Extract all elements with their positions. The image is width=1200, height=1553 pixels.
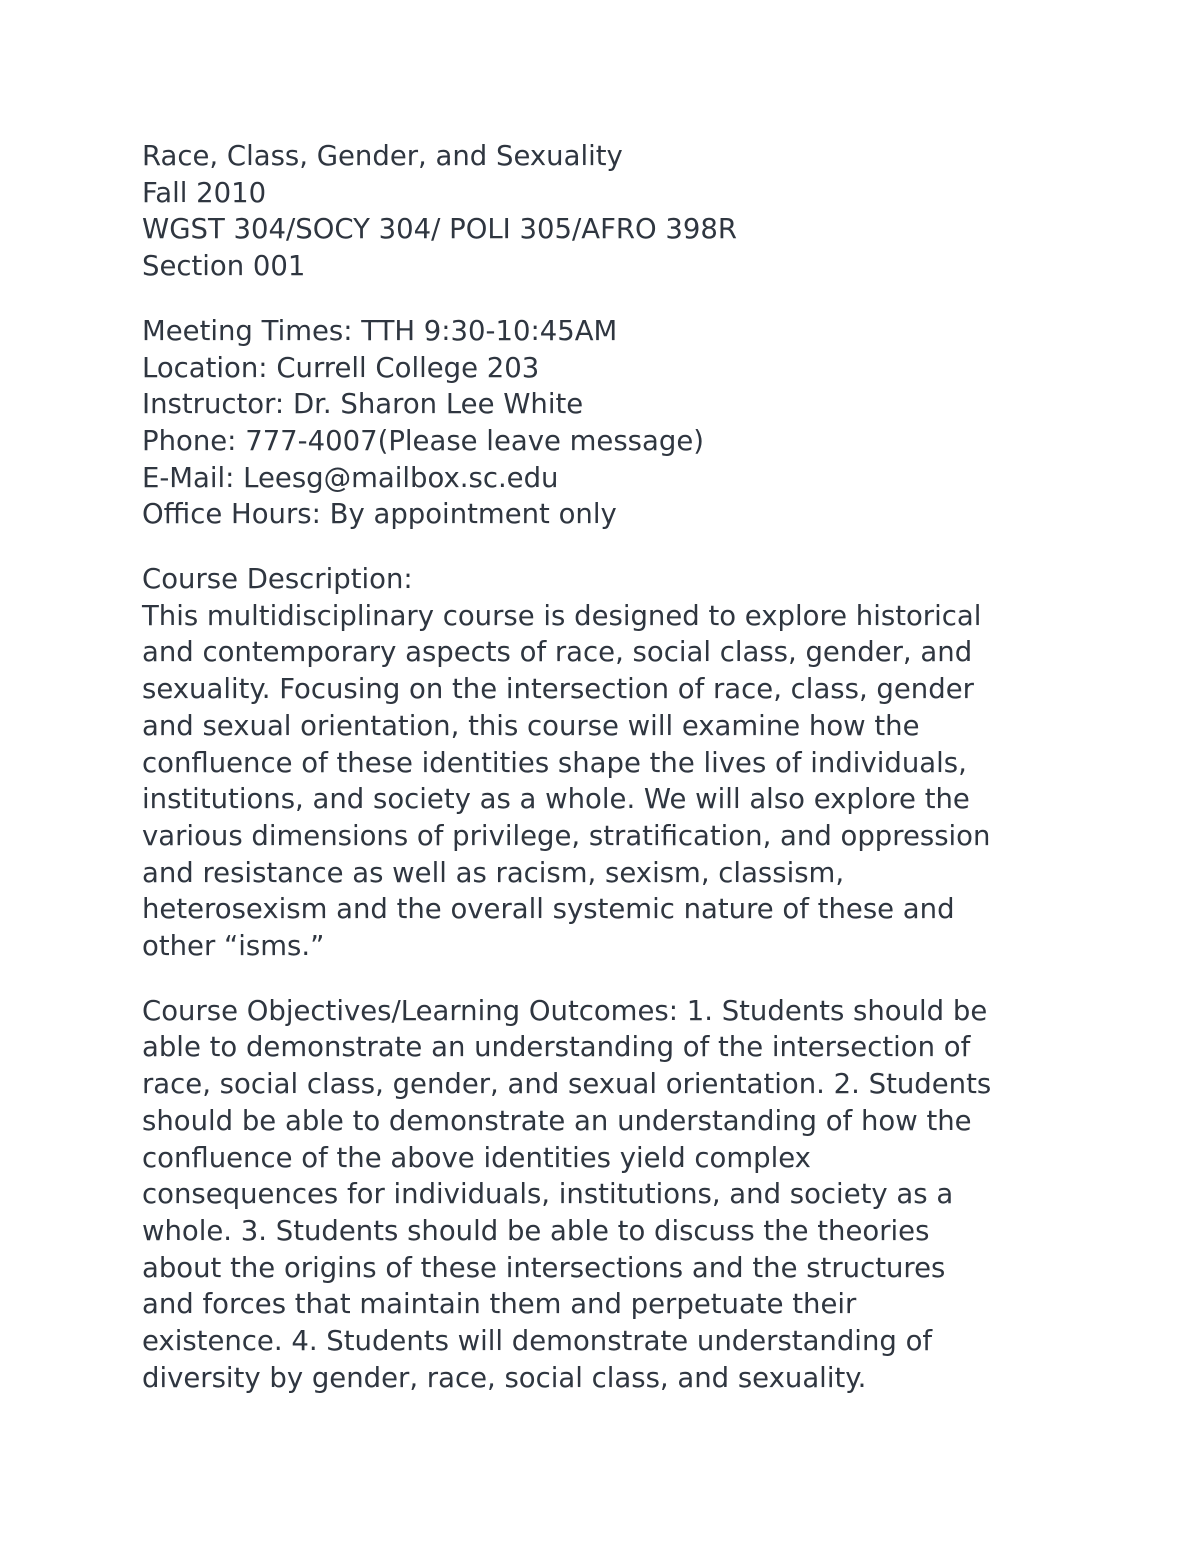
description-line: institutions, and society as a whole. We will also explore the — [142, 783, 970, 816]
course-objectives — [142, 993, 1062, 1397]
course-codes: WGST 304/SOCY 304/ POLI 305/AFRO 398R — [142, 213, 737, 246]
office-hours: Office Hours: By appointment only — [142, 498, 617, 531]
objectives-line: able to demonstrate an understanding of the intersection of — [142, 1031, 971, 1064]
objectives-line: diversity by gender, race, social class, and sexuality. — [142, 1361, 867, 1394]
objectives-line: race, social class, gender, and sexual orientation. 2. Students — [142, 1068, 992, 1101]
phone: Phone: 777-4007(Please leave message) — [142, 424, 704, 457]
course-title: Race, Class, Gender, and Sexuality — [142, 140, 623, 172]
description-heading: Course Description: — [142, 563, 413, 596]
objectives-line: and forces that maintain them and perpetuate their — [142, 1288, 857, 1321]
objectives-line: about the origins of these intersections and the structures — [142, 1251, 946, 1284]
description-line: heterosexism and the overall systemic nature of these and — [142, 893, 955, 926]
location: Location: Currell College 203 — [142, 351, 540, 384]
description-line: confluence of these identities shape the lives of individuals, — [142, 746, 967, 779]
objectives-line: confluence of the above identities yield complex — [142, 1141, 811, 1174]
spacer — [142, 533, 1062, 561]
description-line: other “isms.” — [142, 930, 325, 963]
instructor: Instructor: Dr. Sharon Lee White — [142, 388, 584, 421]
objectives-line: Course Objectives/Learning Outcomes: 1. Students should be — [142, 994, 988, 1027]
objectives-line: existence. 4. Students will demonstrate understanding of — [142, 1325, 933, 1358]
description-line: and resistance as well as racism, sexism, classism, — [142, 856, 845, 889]
description-line: sexuality. Focusing on the intersection of race, class, gender — [142, 673, 974, 706]
course-description — [142, 561, 1062, 965]
spacer — [142, 965, 1062, 993]
document-page — [142, 138, 1062, 1397]
email: E-Mail: Leesg@mailbox.sc.edu — [142, 461, 559, 494]
course-header — [142, 138, 1062, 285]
spacer — [142, 285, 1062, 313]
course-section: Section 001 — [142, 250, 306, 283]
objectives-line: whole. 3. Students should be able to discuss the theories — [142, 1214, 930, 1247]
description-line: various dimensions of privilege, stratification, and oppression — [142, 819, 991, 852]
description-line: and sexual orientation, this course will examine how the — [142, 709, 920, 742]
meeting-times: Meeting Times: TTH 9:30-10:45AM — [142, 314, 618, 347]
description-line: and contemporary aspects of race, social class, gender, and — [142, 636, 973, 669]
objectives-line: should be able to demonstrate an understanding of how the — [142, 1104, 972, 1137]
description-line: This multidisciplinary course is designed to explore historical — [142, 599, 982, 632]
course-term: Fall 2010 — [142, 176, 267, 209]
course-info — [142, 313, 1062, 533]
objectives-line: consequences for individuals, institutions, and society as a — [142, 1178, 954, 1211]
